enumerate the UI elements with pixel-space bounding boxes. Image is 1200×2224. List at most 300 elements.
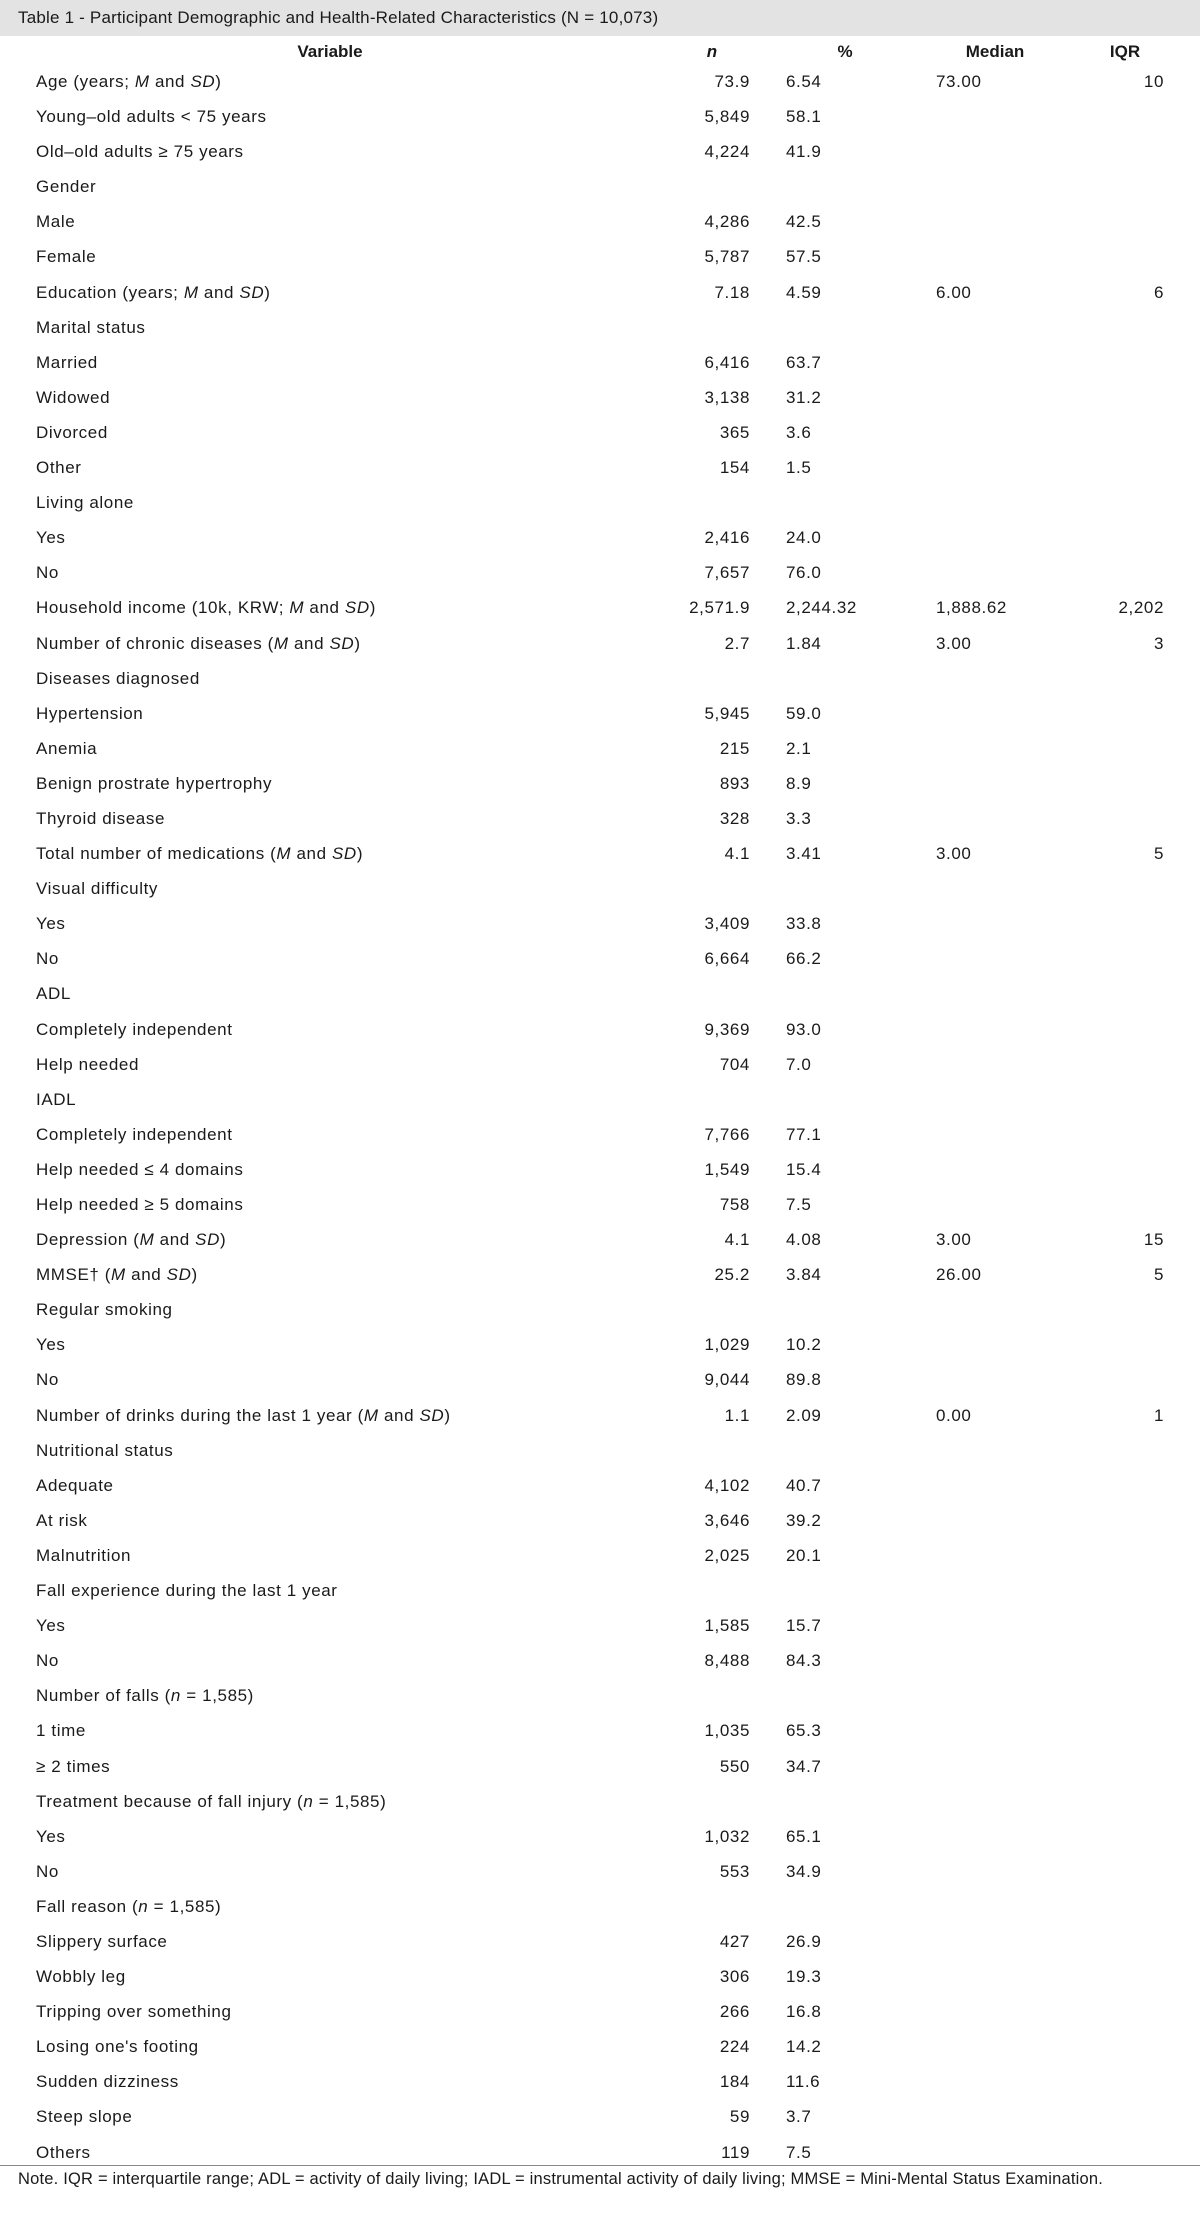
cell-variable-text: No xyxy=(36,1861,59,1881)
table-row xyxy=(0,801,1200,836)
cell-variable-text: ) xyxy=(219,1230,227,1250)
cell-percent: 8.9 xyxy=(786,773,812,793)
cell-variable xyxy=(36,1362,59,1397)
cell-percent: 59.0 xyxy=(786,703,822,723)
cell-variable xyxy=(36,1082,76,1117)
cell-variable-text: Steep slope xyxy=(36,2107,133,2127)
cell-variable-italic: M xyxy=(139,1230,155,1250)
table-row xyxy=(0,1713,1200,1748)
cell-variable-text: At risk xyxy=(36,1510,88,1530)
cell-variable-text: Yes xyxy=(36,1335,66,1355)
cell-percent: 39.2 xyxy=(786,1510,822,1530)
cell-variable-italic: SD xyxy=(239,282,265,302)
cell-percent: 24.0 xyxy=(786,528,822,548)
cell-n: 328 xyxy=(719,808,750,828)
cell-variable-text: No xyxy=(36,1651,59,1671)
cell-percent: 20.1 xyxy=(786,1545,822,1565)
cell-variable xyxy=(36,1503,87,1538)
table-row xyxy=(0,1819,1200,1854)
cell-variable xyxy=(36,731,97,766)
cell-variable xyxy=(36,976,71,1011)
cell-iqr: 15 xyxy=(1143,1230,1164,1250)
cell-variable-text: Diseases diagnosed xyxy=(36,668,200,688)
cell-variable-text: Total number of medications ( xyxy=(36,844,277,864)
cell-variable-text: and xyxy=(154,1230,196,1250)
cell-n: 9,044 xyxy=(704,1370,750,1390)
cell-variable xyxy=(36,1152,243,1187)
cell-variable-text: Number of falls ( xyxy=(36,1686,171,1706)
table-row xyxy=(0,450,1200,485)
cell-n: 1,549 xyxy=(704,1159,750,1179)
cell-percent: 16.8 xyxy=(786,2002,822,2022)
cell-percent: 11.6 xyxy=(786,2072,821,2092)
cell-n: 758 xyxy=(719,1195,750,1214)
table-note: Note. IQR = interquartile range; ADL = activity of daily living; IADL = instrumental activity of daily living; MMSE = Mini-Mental Status Examination. xyxy=(18,2170,1104,2188)
cell-n: 2,416 xyxy=(704,528,750,548)
table-row xyxy=(0,1643,1200,1678)
table-row xyxy=(0,239,1200,274)
cell-n: 154 xyxy=(719,458,750,478)
cell-n: 9,369 xyxy=(704,1019,750,1039)
cell-percent: 40.7 xyxy=(786,1475,822,1495)
cell-percent: 41.9 xyxy=(786,142,822,162)
cell-variable xyxy=(36,1924,168,1959)
header-median: Median xyxy=(965,42,1025,61)
cell-percent: 7.5 xyxy=(786,1195,812,1214)
cell-variable-text: Female xyxy=(36,247,97,267)
table-row xyxy=(0,555,1200,590)
table-row xyxy=(0,731,1200,766)
cell-variable xyxy=(36,1222,226,1257)
cell-n: 2,571.9 xyxy=(689,598,750,618)
cell-iqr: 2,202 xyxy=(1118,598,1164,618)
cell-variable-text: Wobbly leg xyxy=(36,1967,126,1987)
cell-n: 5,945 xyxy=(704,703,750,723)
cell-n: 1,032 xyxy=(704,1826,750,1846)
cell-percent: 3.7 xyxy=(786,2107,812,2127)
cell-percent: 3.41 xyxy=(786,844,822,864)
cell-n: 184 xyxy=(719,2072,750,2092)
cell-n: 7,766 xyxy=(704,1124,750,1144)
table-row xyxy=(0,485,1200,520)
cell-variable xyxy=(36,626,361,661)
cell-median: 3.00 xyxy=(936,633,972,653)
cell-n: 553 xyxy=(719,1861,750,1881)
table-row xyxy=(0,626,1200,661)
cell-percent: 7.0 xyxy=(786,1054,812,1074)
cell-variable xyxy=(36,1713,86,1748)
cell-variable-text: Help needed ≤ 4 domains xyxy=(36,1159,244,1179)
table-row xyxy=(0,1222,1200,1257)
cell-variable xyxy=(36,2064,179,2099)
cell-n: 3,409 xyxy=(704,914,750,934)
cell-variable-text: = 1,585) xyxy=(180,1686,254,1706)
cell-percent: 65.3 xyxy=(786,1721,822,1741)
table-row xyxy=(0,204,1200,239)
cell-variable xyxy=(36,1187,243,1222)
cell-variable xyxy=(36,1784,386,1819)
cell-n: 550 xyxy=(719,1756,750,1776)
cell-variable-text: and xyxy=(304,598,345,618)
table-row xyxy=(0,169,1200,204)
cell-variable xyxy=(36,1538,131,1573)
cell-percent: 15.4 xyxy=(786,1159,822,1179)
cell-variable-text: Tripping over something xyxy=(36,2002,232,2022)
cell-variable-text: ) xyxy=(356,844,364,864)
cell-percent: 33.8 xyxy=(786,914,822,934)
cell-median: 26.00 xyxy=(936,1265,982,1285)
cell-percent: 89.8 xyxy=(786,1370,822,1390)
cell-percent: 10.2 xyxy=(786,1335,822,1355)
cell-percent: 19.3 xyxy=(786,1967,822,1987)
table-row xyxy=(0,1538,1200,1573)
table-row xyxy=(0,1362,1200,1397)
cell-n: 2,025 xyxy=(704,1545,750,1565)
cell-variable-italic: n xyxy=(138,1896,149,1916)
cell-variable-text: Living alone xyxy=(36,493,134,513)
table-row xyxy=(0,766,1200,801)
cell-n: 4.1 xyxy=(724,844,750,864)
cell-percent: 65.1 xyxy=(786,1826,822,1846)
cell-variable-italic: n xyxy=(303,1791,314,1811)
cell-percent: 3.84 xyxy=(786,1265,822,1285)
table-row xyxy=(0,1152,1200,1187)
table-row xyxy=(0,1187,1200,1222)
cell-variable xyxy=(36,801,165,836)
cell-variable xyxy=(36,871,158,906)
cell-n: 1,035 xyxy=(704,1721,750,1741)
cell-variable xyxy=(36,1433,173,1468)
cell-variable-italic: SD xyxy=(331,844,357,864)
cell-median: 73.00 xyxy=(936,72,982,91)
cell-variable-text: Yes xyxy=(36,528,66,548)
cell-variable-text: Thyroid disease xyxy=(36,808,166,828)
cell-variable-text: ) xyxy=(264,282,271,302)
cell-variable-text: Others xyxy=(36,2142,91,2162)
cell-iqr: 5 xyxy=(1153,844,1164,864)
cell-variable-text: No xyxy=(36,1370,59,1390)
cell-variable xyxy=(36,1257,198,1292)
cell-n: 4,286 xyxy=(704,212,750,232)
cell-n: 3,646 xyxy=(704,1510,750,1530)
cell-variable-text: Benign prostrate hypertrophy xyxy=(36,773,273,793)
cell-variable-text: Number of drinks during the last 1 year ( xyxy=(36,1405,364,1425)
cell-variable-italic: M xyxy=(289,598,305,618)
cell-variable-text: No xyxy=(36,949,59,969)
table-row xyxy=(0,1749,1200,1784)
cell-variable-text: Treatment because of fall injury ( xyxy=(36,1791,304,1811)
cell-variable xyxy=(36,1608,66,1643)
cell-variable-italic: SD xyxy=(190,72,216,91)
cell-variable xyxy=(36,1889,221,1924)
cell-variable-text: Household income (10k, KRW; xyxy=(36,598,290,618)
cell-variable-text: Fall reason ( xyxy=(36,1896,139,1916)
cell-variable-text: MMSE† ( xyxy=(36,1265,112,1285)
cell-variable xyxy=(36,941,59,976)
cell-variable-text: Yes xyxy=(36,1826,66,1846)
cell-variable xyxy=(36,1327,66,1362)
cell-variable xyxy=(36,2029,199,2064)
table-row xyxy=(0,1327,1200,1362)
cell-median: 1,888.62 xyxy=(936,598,1007,618)
cell-variable xyxy=(36,1678,254,1713)
cell-percent: 2.1 xyxy=(786,738,812,758)
cell-variable-text: and xyxy=(125,1265,167,1285)
cell-n: 224 xyxy=(719,2037,750,2057)
cell-variable xyxy=(36,169,96,204)
cell-variable-text: ≥ 2 times xyxy=(36,1756,111,1776)
table-row xyxy=(0,380,1200,415)
cell-variable-text: Young–old adults < 75 years xyxy=(36,107,267,127)
cell-variable-text: Widowed xyxy=(36,387,111,407)
cell-variable xyxy=(36,134,244,169)
cell-variable xyxy=(36,1959,126,1994)
cell-variable-text: Married xyxy=(36,352,98,372)
table-row xyxy=(0,976,1200,1011)
cell-variable xyxy=(36,239,96,274)
cell-percent: 57.5 xyxy=(786,247,822,267)
cell-variable-italic: n xyxy=(170,1686,181,1706)
cell-variable-text: Completely independent xyxy=(36,1124,233,1144)
table-row xyxy=(0,99,1200,134)
cell-variable xyxy=(36,555,59,590)
table-row xyxy=(0,661,1200,696)
table-row xyxy=(0,345,1200,380)
cell-percent: 2.09 xyxy=(786,1405,822,1425)
cell-variable-italic: M xyxy=(363,1405,379,1425)
cell-percent: 26.9 xyxy=(786,1931,822,1951)
cell-variable xyxy=(36,1047,139,1082)
cell-n: 266 xyxy=(719,2002,750,2022)
cell-variable-italic: SD xyxy=(166,1265,192,1285)
cell-variable xyxy=(36,1012,233,1047)
table-row xyxy=(0,1503,1200,1538)
cell-variable-text: ) xyxy=(444,1405,451,1425)
cell-n: 1.1 xyxy=(724,1405,750,1425)
cell-n: 3,138 xyxy=(704,387,750,407)
cell-n: 8,488 xyxy=(704,1651,750,1671)
table-row xyxy=(0,941,1200,976)
table-row xyxy=(0,520,1200,555)
table-row xyxy=(0,1678,1200,1713)
cell-variable-text: Other xyxy=(36,458,82,478)
table-row xyxy=(0,1257,1200,1292)
header-variable: Variable xyxy=(297,42,363,61)
note-divider xyxy=(0,2165,1200,2166)
cell-iqr: 10 xyxy=(1143,72,1164,91)
table-row xyxy=(0,1468,1200,1503)
cell-variable-italic: SD xyxy=(419,1405,445,1425)
cell-variable-text: Hypertension xyxy=(36,703,144,723)
header-percent: % xyxy=(837,42,853,61)
cell-variable-text: Male xyxy=(36,212,76,232)
cell-n: 73.9 xyxy=(714,72,750,91)
cell-variable-text: and xyxy=(291,844,332,864)
table-row xyxy=(0,906,1200,941)
cell-variable xyxy=(36,766,272,801)
cell-median: 3.00 xyxy=(936,844,972,864)
cell-percent: 3.6 xyxy=(786,422,812,442)
cell-variable-italic: M xyxy=(134,72,150,91)
cell-percent: 84.3 xyxy=(786,1651,822,1671)
cell-variable xyxy=(36,64,222,99)
cell-n: 1,585 xyxy=(704,1616,750,1636)
cell-variable-text: ) xyxy=(369,598,377,618)
cell-n: 59 xyxy=(729,2107,750,2127)
table-row xyxy=(0,1994,1200,2029)
table-body xyxy=(0,64,1200,2170)
table-row xyxy=(0,64,1200,99)
cell-variable-text: Malnutrition xyxy=(36,1545,132,1565)
cell-variable xyxy=(36,415,108,450)
cell-n: 119 xyxy=(721,2142,750,2162)
table-row xyxy=(0,1608,1200,1643)
cell-percent: 58.1 xyxy=(786,107,822,127)
cell-variable-italic: M xyxy=(183,282,199,302)
cell-iqr: 6 xyxy=(1153,282,1164,302)
cell-n: 427 xyxy=(719,1931,750,1951)
cell-variable xyxy=(36,99,267,134)
table-row xyxy=(0,590,1200,625)
cell-variable-text: = 1,585) xyxy=(148,1896,222,1916)
cell-variable-text: Age (years; xyxy=(36,72,135,91)
cell-variable xyxy=(36,380,110,415)
cell-iqr: 3 xyxy=(1153,633,1164,653)
cell-variable-text: Education (years; xyxy=(36,282,184,302)
cell-variable-text: IADL xyxy=(36,1089,77,1109)
cell-variable xyxy=(36,450,82,485)
cell-n: 4,102 xyxy=(704,1475,750,1495)
cell-variable-text: ) xyxy=(215,72,222,91)
cell-percent: 77.1 xyxy=(786,1124,822,1144)
cell-percent: 1.5 xyxy=(786,458,812,478)
cell-variable xyxy=(36,204,75,239)
cell-variable xyxy=(36,1117,233,1152)
table-row xyxy=(0,836,1200,871)
cell-percent: 6.54 xyxy=(786,72,822,91)
header-n: n xyxy=(706,42,718,61)
cell-variable-text: 1 time xyxy=(36,1721,86,1741)
cell-percent: 76.0 xyxy=(786,563,822,583)
table-row xyxy=(0,1292,1200,1327)
table-row xyxy=(0,1573,1200,1608)
cell-median: 6.00 xyxy=(936,282,972,302)
cell-variable-text: Depression ( xyxy=(36,1230,140,1250)
cell-variable xyxy=(36,345,98,380)
cell-variable-text: Yes xyxy=(36,1616,66,1636)
cell-variable xyxy=(36,906,66,941)
cell-variable-italic: M xyxy=(273,633,289,653)
cell-n: 7,657 xyxy=(704,563,750,583)
cell-variable-text: Slippery surface xyxy=(36,1931,168,1951)
table-row xyxy=(0,275,1200,310)
cell-variable xyxy=(36,2099,132,2134)
cell-n: 2.7 xyxy=(724,633,750,653)
table-row xyxy=(0,2029,1200,2064)
cell-variable xyxy=(36,1573,338,1608)
cell-n: 6,416 xyxy=(704,352,750,372)
cell-variable xyxy=(36,696,143,731)
cell-n: 306 xyxy=(719,1967,750,1987)
cell-percent: 42.5 xyxy=(786,212,822,232)
cell-variable-text: Regular smoking xyxy=(36,1300,173,1320)
cell-variable-text: Marital status xyxy=(36,317,146,337)
cell-variable xyxy=(36,1749,110,1784)
cell-variable-text: No xyxy=(36,563,59,583)
cell-n: 893 xyxy=(719,773,750,793)
cell-n: 25.2 xyxy=(714,1265,750,1285)
table-row xyxy=(0,1433,1200,1468)
cell-variable-text: and xyxy=(198,282,240,302)
table-row xyxy=(0,1924,1200,1959)
cell-variable-italic: M xyxy=(111,1265,126,1285)
cell-n: 215 xyxy=(719,738,750,758)
cell-n: 5,849 xyxy=(704,107,750,127)
cell-percent: 4.08 xyxy=(786,1230,822,1250)
table-row xyxy=(0,1959,1200,1994)
cell-n: 6,664 xyxy=(704,949,750,969)
table-row xyxy=(0,1398,1200,1433)
cell-variable xyxy=(36,520,66,555)
table-row xyxy=(0,2064,1200,2099)
cell-iqr: 5 xyxy=(1153,1265,1164,1285)
cell-variable-text: Number of chronic diseases ( xyxy=(36,633,274,653)
cell-percent: 34.7 xyxy=(786,1756,822,1776)
cell-variable-text: Visual difficulty xyxy=(36,879,159,899)
cell-variable-italic: SD xyxy=(344,598,370,618)
table-row xyxy=(0,696,1200,731)
table-row xyxy=(0,134,1200,169)
cell-variable xyxy=(36,1643,59,1678)
cell-variable-text: Losing one's footing xyxy=(36,2037,199,2057)
table-row xyxy=(0,1117,1200,1152)
cell-variable-italic: SD xyxy=(195,1230,220,1250)
cell-median: 0.00 xyxy=(936,1405,972,1425)
table-row xyxy=(0,871,1200,906)
cell-variable-text: Adequate xyxy=(36,1475,114,1495)
table-row xyxy=(0,1012,1200,1047)
cell-variable-text: ADL xyxy=(36,984,71,1004)
cell-variable xyxy=(36,1292,173,1327)
cell-variable-text: Divorced xyxy=(36,422,108,442)
cell-variable xyxy=(36,485,134,520)
table-row xyxy=(0,1854,1200,1889)
cell-percent: 3.3 xyxy=(786,808,812,828)
cell-variable-text: Help needed xyxy=(36,1054,140,1074)
cell-variable xyxy=(36,661,200,696)
cell-median: 3.00 xyxy=(936,1230,972,1250)
table-row xyxy=(0,2099,1200,2134)
table-caption: Table 1 - Participant Demographic and Health-Related Characteristics (N = 10,073) xyxy=(0,0,1200,36)
cell-variable-text: Nutritional status xyxy=(36,1440,174,1460)
cell-variable xyxy=(36,310,146,345)
cell-variable-italic: SD xyxy=(329,633,355,653)
cell-percent: 66.2 xyxy=(786,949,822,969)
cell-percent: 2,244.32 xyxy=(786,598,857,618)
cell-n: 4,224 xyxy=(704,142,750,162)
cell-variable-text: ) xyxy=(354,633,361,653)
cell-percent: 7.5 xyxy=(786,2142,812,2162)
cell-variable-text: and xyxy=(288,633,330,653)
cell-variable-text: Anemia xyxy=(36,738,98,758)
table-row xyxy=(0,1047,1200,1082)
table-row xyxy=(0,1082,1200,1117)
cell-percent: 63.7 xyxy=(786,352,822,372)
cell-variable-text: Yes xyxy=(36,914,66,934)
cell-variable xyxy=(36,1398,451,1433)
cell-n: 704 xyxy=(719,1054,750,1074)
cell-percent: 34.9 xyxy=(786,1861,822,1881)
